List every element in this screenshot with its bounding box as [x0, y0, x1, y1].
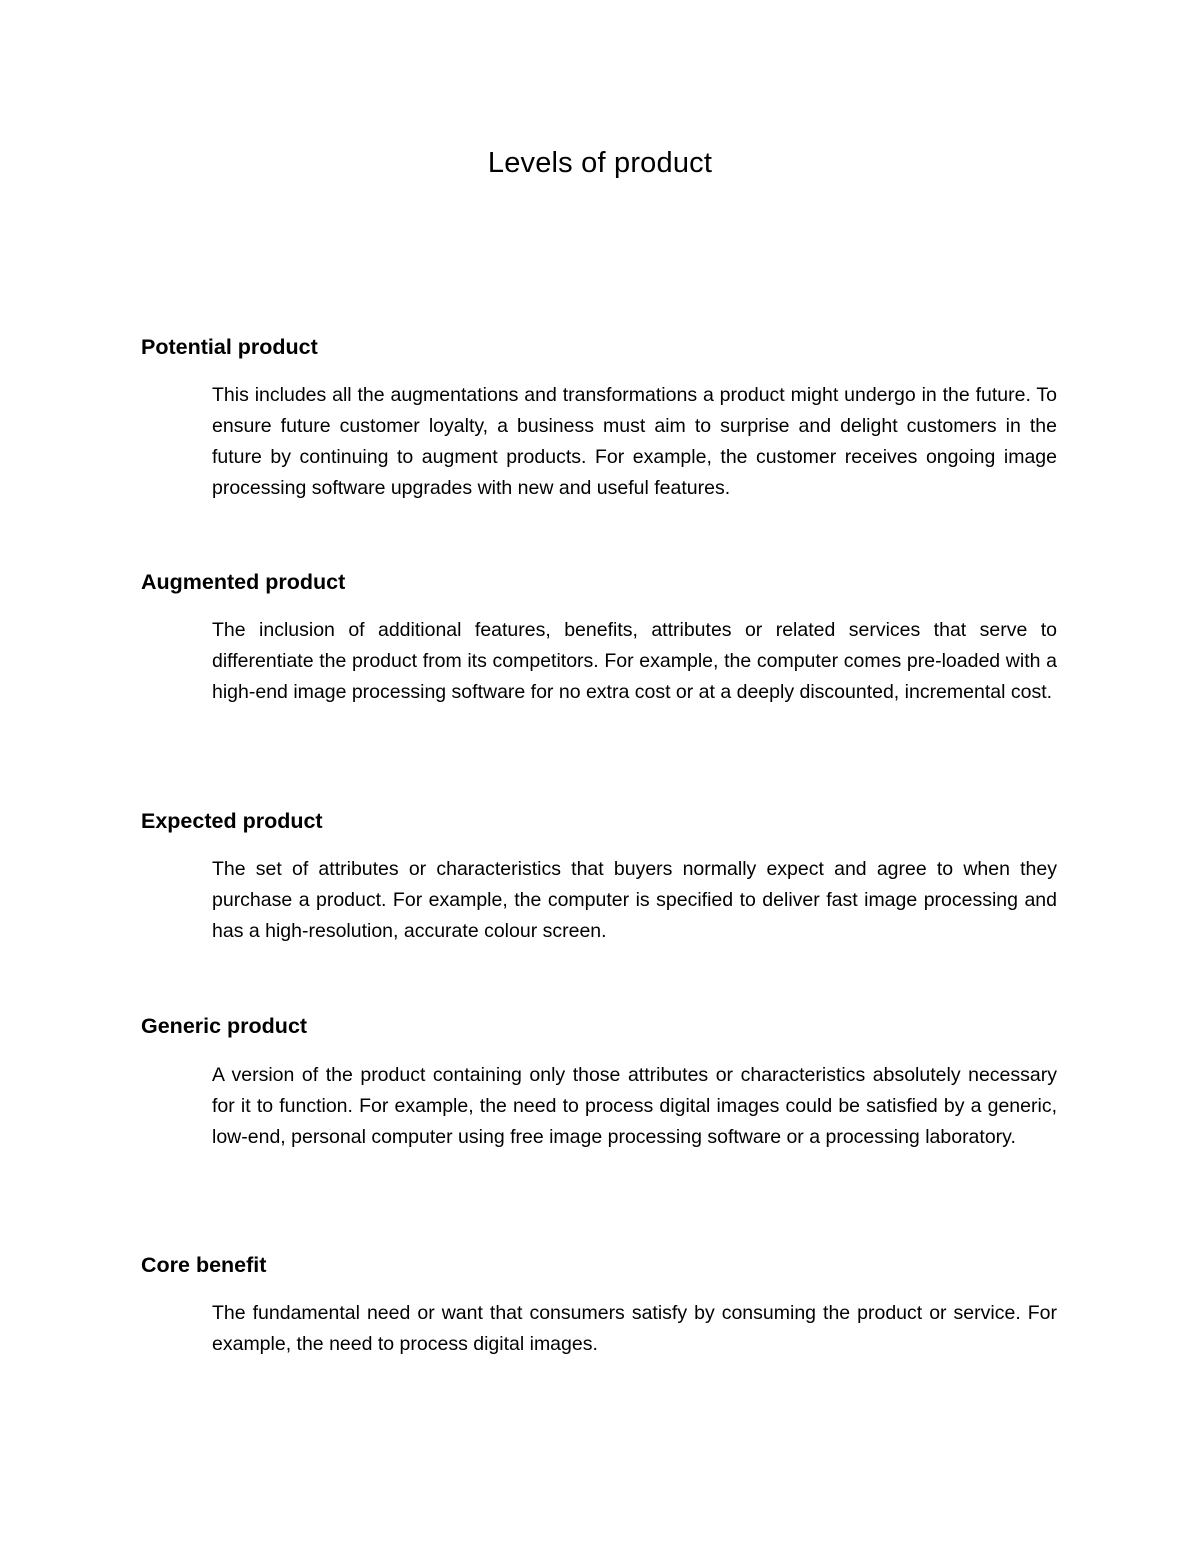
section-heading-expected-product: Expected product — [141, 809, 323, 833]
section-body-augmented-product: The inclusion of additional features, benefits, attributes or related services that serve to differentiate the product from its competitors. For example, the computer comes pre-loaded with a high-end image processing software for no extra cost or at a deeply discounted, incremental cost. — [212, 619, 1057, 703]
section-heading-generic-product: Generic product — [141, 1014, 308, 1038]
section-body-expected-product: The set of attributes or characteristics that buyers normally expect and agree to when they purchase a product. For example, the computer is specified to deliver fast image processing and has a high-resolution, accurate colour screen. — [212, 858, 1057, 942]
section-body-potential-product: This includes all the augmentations and transformations a product might undergo in the future. To ensure future customer loyalty, a business must aim to surprise and delight customers in the future by continuing to augment products. For example, the customer receives ongoing image processing software upgrades with new and useful features. — [212, 384, 1057, 499]
document-title: Levels of product — [487, 147, 713, 179]
section-heading-core-benefit: Core benefit — [141, 1253, 267, 1277]
section-body-generic-product: A version of the product containing only those attributes or characteristics absolutely necessary for it to function. For example, the need to process digital images could be satisfied by a generic, low-end, personal computer using free image processing software or a processing laboratory. — [212, 1064, 1057, 1148]
section-heading-augmented-product: Augmented product — [141, 570, 346, 594]
section-heading-potential-product: Potential product — [141, 335, 318, 359]
section-body-core-benefit: The fundamental need or want that consumers satisfy by consuming the product or service. For example, the need to process digital images. — [212, 1302, 1057, 1355]
